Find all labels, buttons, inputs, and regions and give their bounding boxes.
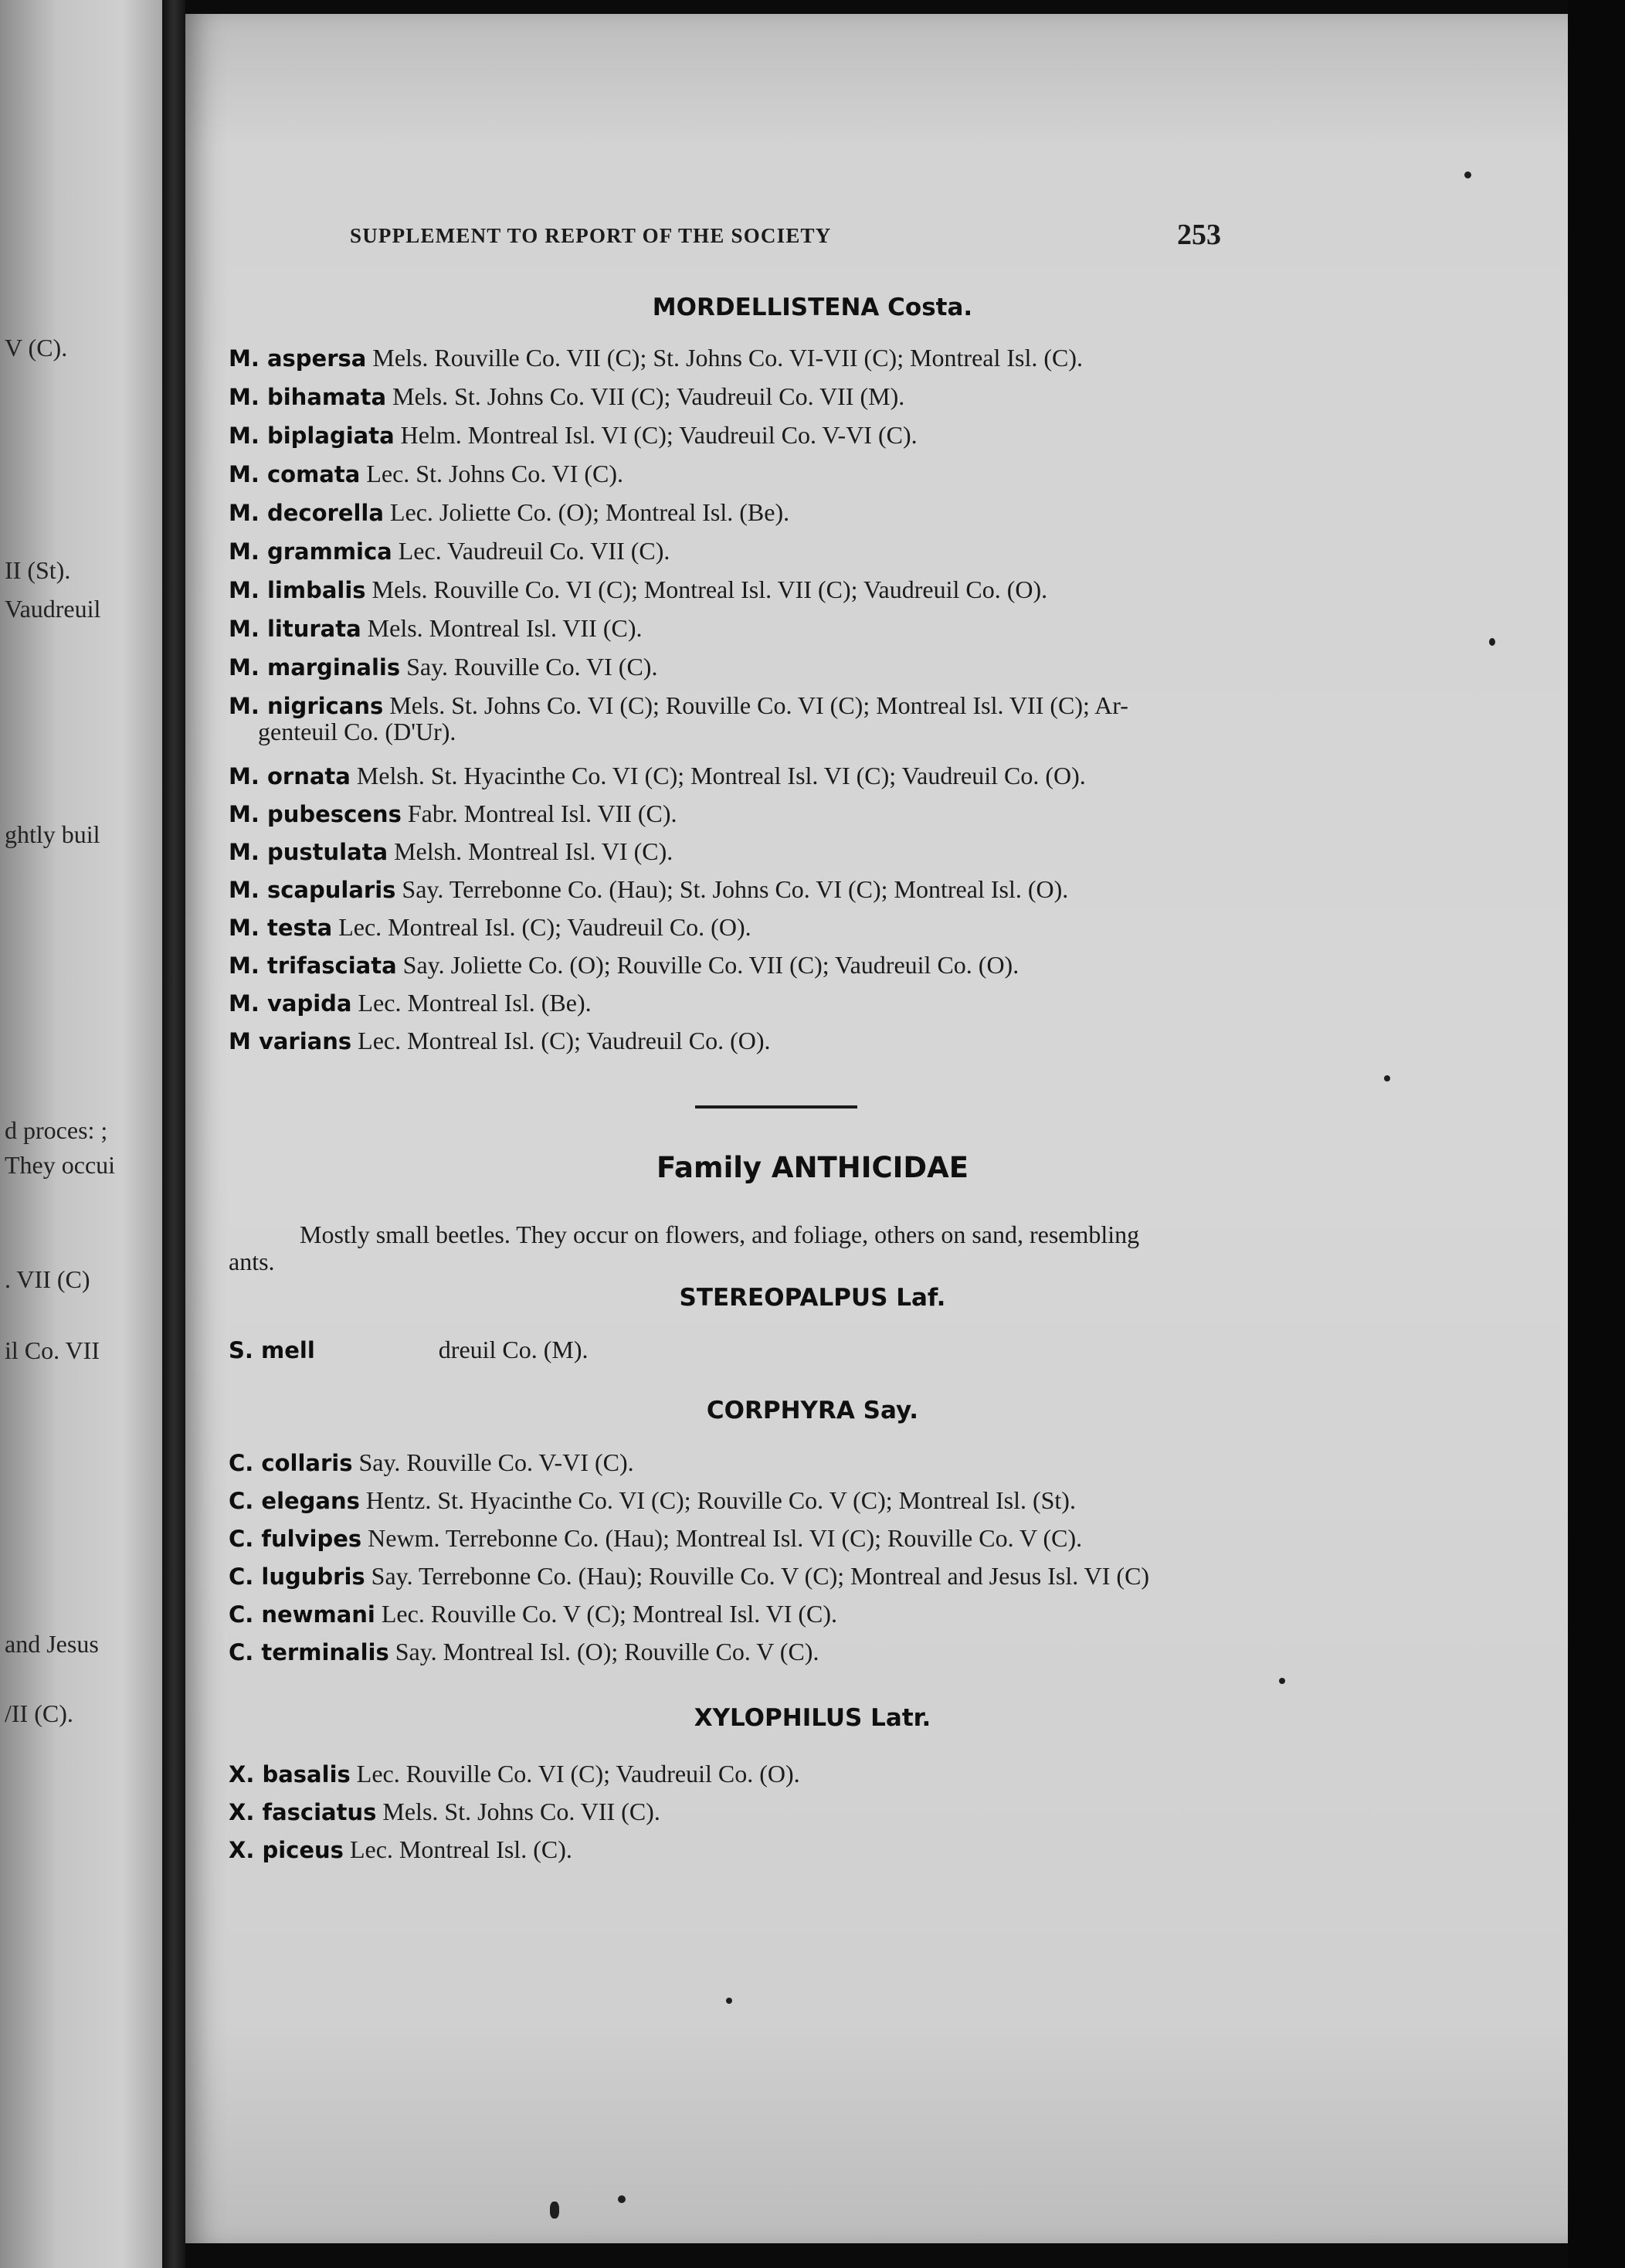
species-entry	[229, 877, 1387, 903]
species-entry	[229, 345, 1387, 372]
species-records: Lec. Rouville Co. V (C); Montreal Isl. VI (C).	[375, 1600, 838, 1628]
species-entry	[229, 1337, 1387, 1363]
family-intro: Mostly small beetles. They occur on flowers, and foliage, others on sand, resembling	[300, 1221, 1140, 1248]
scan-speck	[618, 2195, 626, 2203]
species-name: M. aspersa	[229, 345, 367, 372]
species-name: C. elegans	[229, 1488, 360, 1514]
species-records: Mels. St. Johns Co. VII (C); Vaudreuil Co. VII (M).	[386, 382, 905, 410]
species-entry	[229, 763, 1387, 789]
species-records: Melsh. Montreal Isl. VI (C).	[388, 837, 673, 865]
species-records: Mels. St. Johns Co. VI (C); Rouville Co. VI (C); Montreal Isl. VII (C); Ar-	[383, 691, 1128, 719]
species-entry	[229, 801, 1387, 827]
species-name: M. testa	[229, 915, 333, 941]
species-name: X. basalis	[229, 1761, 351, 1788]
left-fragment: V (C).	[5, 334, 68, 362]
species-records: Lec. Joliette Co. (O); Montreal Isl. (Be).	[383, 498, 790, 526]
family-intro-continued: ants.	[229, 1248, 275, 1275]
species-records: Say. Montreal Isl. (O); Rouville Co. V (C).	[388, 1638, 819, 1665]
species-entry	[229, 500, 1387, 526]
left-fragment: II (St).	[5, 556, 71, 584]
species-name: M. grammica	[229, 538, 392, 565]
genus-heading: STEREOPALPUS Laf.	[679, 1284, 946, 1312]
species-records-continued: genteuil Co. (D'Ur).	[258, 718, 456, 745]
species-name: C. fulvipes	[229, 1526, 362, 1552]
left-fragment: They occui	[5, 1151, 116, 1179]
species-name: M. comata	[229, 461, 361, 487]
species-entry	[229, 1563, 1387, 1590]
left-fragment: d proces: ;	[5, 1116, 108, 1144]
genus-heading: XYLOPHILUS Latr.	[694, 1704, 931, 1732]
scan-speck	[1489, 638, 1495, 646]
species-entry	[229, 693, 1387, 745]
species-records: Mels. Montreal Isl. VII (C).	[361, 614, 643, 642]
species-records: Mels. Rouville Co. VI (C); Montreal Isl. VII (C); Vaudreuil Co. (O).	[365, 575, 1048, 603]
species-records: Lec. Rouville Co. VI (C); Vaudreuil Co. (O).	[350, 1760, 800, 1788]
species-name: M. biplagiata	[229, 423, 395, 449]
species-name: X. piceus	[229, 1837, 344, 1863]
species-records: Hentz. St. Hyacinthe Co. VI (C); Rouville Co. V (C); Montreal Isl. (St).	[359, 1486, 1076, 1514]
species-entry	[229, 1601, 1387, 1628]
scan-speck	[726, 1998, 732, 2004]
species-name: M. decorella	[229, 500, 384, 526]
species-records: Lec. St. Johns Co. VI (C).	[360, 460, 624, 487]
running-title: SUPPLEMENT TO REPORT OF THE SOCIETY	[350, 224, 832, 247]
left-fragment: Vaudreuil	[5, 595, 101, 623]
species-records: Fabr. Montreal Isl. VII (C).	[401, 800, 677, 827]
species-name: M. bihamata	[229, 384, 387, 410]
species-records: Say. Rouville Co. V-VI (C).	[352, 1448, 634, 1476]
species-name: C. terminalis	[229, 1639, 389, 1665]
species-records: Lec. Montreal Isl. (C).	[343, 1835, 572, 1863]
species-records: Lec. Vaudreuil Co. VII (C).	[392, 537, 670, 565]
species-entry	[229, 616, 1387, 642]
species-name: M. ornata	[229, 763, 351, 789]
species-records: Lec. Montreal Isl. (C); Vaudreuil Co. (O).	[351, 1027, 771, 1054]
species-entry	[229, 1799, 1387, 1825]
species-name: M. vapida	[229, 990, 352, 1017]
species-records: Helm. Montreal Isl. VI (C); Vaudreuil Co. V-VI (C).	[394, 421, 918, 449]
species-entry	[229, 915, 1387, 941]
species-name: C. lugubris	[229, 1563, 365, 1590]
species-entry	[229, 654, 1387, 681]
species-entry	[229, 577, 1387, 603]
species-name: C. newmani	[229, 1601, 375, 1628]
species-name: S. mell	[229, 1337, 315, 1363]
scan-speck	[1464, 171, 1471, 178]
species-entry	[229, 1761, 1387, 1788]
species-entry	[229, 952, 1387, 979]
species-entry	[229, 384, 1387, 410]
left-fragment: il Co. VII	[5, 1336, 100, 1364]
scan-speck	[1384, 1075, 1390, 1081]
left-facing-page	[0, 0, 162, 2268]
species-records: Say. Rouville Co. VI (C).	[400, 653, 658, 681]
species-records: Newm. Terrebonne Co. (Hau); Montreal Isl. VI (C); Rouville Co. V (C).	[361, 1524, 1083, 1552]
scan-speck	[1279, 1678, 1285, 1684]
species-entry	[229, 1028, 1387, 1054]
species-name: C. collaris	[229, 1450, 353, 1476]
species-entry	[229, 538, 1387, 565]
left-fragment: and Jesus	[5, 1630, 99, 1658]
left-fragment: ghtly buil	[5, 820, 100, 848]
species-name: M. nigricans	[229, 693, 384, 719]
left-fragment: . VII (C)	[5, 1265, 90, 1293]
scan-border	[1568, 0, 1625, 2268]
book-gutter	[162, 0, 185, 2268]
species-records: Lec. Montreal Isl. (Be).	[351, 989, 592, 1017]
species-name: X. fasciatus	[229, 1799, 377, 1825]
species-records: Mels. Rouville Co. VII (C); St. Johns Co. VI-VII (C); Montreal Isl. (C).	[366, 344, 1084, 372]
species-name: M. limbalis	[229, 577, 366, 603]
genus-heading: MORDELLISTENA Costa.	[652, 294, 973, 321]
species-name: M. liturata	[229, 616, 361, 642]
family-heading: Family ANTHICIDAE	[656, 1151, 969, 1184]
species-entry	[229, 1450, 1387, 1476]
species-records: Say. Terrebonne Co. (Hau); St. Johns Co. VI (C); Montreal Isl. (O).	[395, 875, 1069, 903]
species-records: Say. Joliette Co. (O); Rouville Co. VII (C); Vaudreuil Co. (O).	[396, 951, 1019, 979]
page-number: 253	[1177, 219, 1221, 251]
species-name: M varians	[229, 1028, 352, 1054]
species-records: Lec. Montreal Isl. (C); Vaudreuil Co. (O).	[332, 913, 751, 941]
species-entry	[229, 1639, 1387, 1665]
species-entry	[229, 1488, 1387, 1514]
species-entry	[229, 1837, 1387, 1863]
species-entry	[229, 839, 1387, 865]
species-records: dreuil Co. (M).	[314, 1336, 589, 1363]
species-name: M. marginalis	[229, 654, 401, 681]
species-entry	[229, 990, 1387, 1017]
species-records: Say. Terrebonne Co. (Hau); Rouville Co. V (C); Montreal and Jesus Isl. VI (C)	[365, 1562, 1150, 1590]
genus-heading: CORPHYRA Say.	[706, 1397, 919, 1424]
species-name: M. trifasciata	[229, 952, 397, 979]
section-divider	[695, 1105, 857, 1109]
species-records: Melsh. St. Hyacinthe Co. VI (C); Montreal Isl. VI (C); Vaudreuil Co. (O).	[350, 762, 1086, 789]
species-entry	[229, 1526, 1387, 1552]
scan-speck	[550, 2202, 559, 2219]
species-name: M. pustulata	[229, 839, 388, 865]
species-entry	[229, 461, 1387, 487]
species-entry	[229, 423, 1387, 449]
species-records: Mels. St. Johns Co. VII (C).	[376, 1798, 660, 1825]
species-name: M. scapularis	[229, 877, 396, 903]
left-fragment: /II (C).	[5, 1699, 73, 1727]
species-name: M. pubescens	[229, 801, 402, 827]
